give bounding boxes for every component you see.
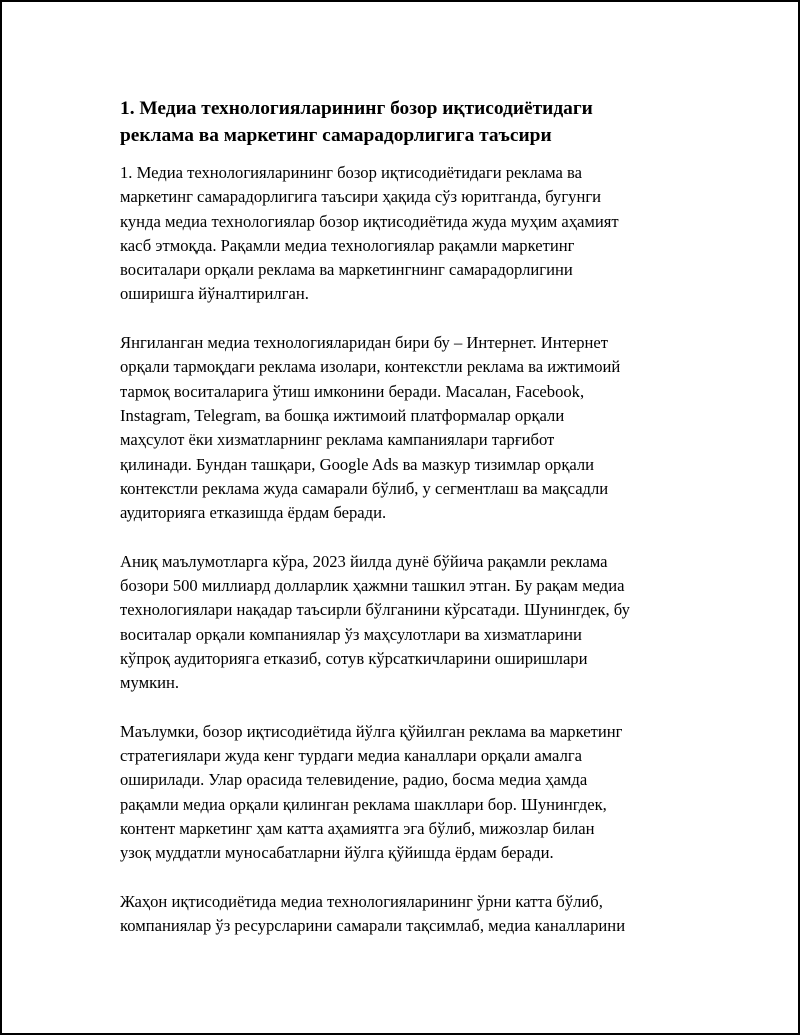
text-line: технологиялари нақадар таъсирли бўлганини кўрсатади. Шунингдек, бу xyxy=(120,600,630,620)
text-line: тармоқ воситаларига ўтиш имконини беради. Масалан, Facebook, xyxy=(120,381,585,401)
text-line: Аниқ маълумотларга кўра, 2023 йилда дунё бўйича рақамли реклама xyxy=(120,551,608,571)
text-line: аудиторияга етказишда ёрдам беради. xyxy=(120,503,387,523)
paragraph-3 xyxy=(120,550,710,696)
text-line: Instagram, Telegram, ва бошқа ижтимоий платформалар орқали xyxy=(120,405,565,425)
text-line: орқали тармоқдаги реклама изолари, контекстли реклама ва ижтимоий xyxy=(120,357,621,377)
text-line: компаниялар ўз ресурсларини самарали тақсимлаб, медиа каналларини xyxy=(120,916,626,936)
text-line: воситалари орқали реклама ва маркетингнинг самарадорлигини xyxy=(120,260,573,280)
text-line: кунда медиа технологиялар бозор иқтисодиётида жуда муҳим аҳамият xyxy=(120,211,619,231)
document-title-line: 1. Медиа технологияларининг бозор иқтисодиётидаги xyxy=(120,98,593,119)
document-title-line: реклама ва маркетинг самарадорлигига таъсири xyxy=(120,124,552,146)
text-line: стратегиялари жуда кенг турдаги медиа каналлари орқали амалга xyxy=(120,746,583,766)
text-line: контент маркетинг ҳам катта аҳамиятга эга бўлиб, мижозлар билан xyxy=(120,819,595,839)
text-line: мумкин. xyxy=(120,673,180,693)
text-line: бозори 500 миллиард долларлик ҳажмни ташкил этган. Бу рақам медиа xyxy=(120,576,625,596)
document-body xyxy=(120,96,710,963)
text-line: воситалар орқали компаниялар ўз маҳсулотлари ва хизматларини xyxy=(120,624,582,644)
text-line: контекстли реклама жуда самарали бўлиб, у сегментлаш ва мақсадли xyxy=(120,478,609,498)
paragraph-2 xyxy=(120,331,710,525)
text-line: Янгиланган медиа технологияларидан бири бу – Интернет. Интернет xyxy=(120,333,608,353)
paragraph-5 xyxy=(120,890,710,939)
text-line: Маълумки, бозор иқтисодиётида йўлга қўйилган реклама ва маркетинг xyxy=(120,721,623,741)
paragraph-1 xyxy=(120,161,710,307)
text-line: узоқ муддатли муносабатларни йўлга қўйишда ёрдам беради. xyxy=(120,843,554,863)
text-line: оширишга йўналтирилган. xyxy=(120,284,309,304)
text-line: 1. Медиа технологияларининг бозор иқтисодиётидаги реклама ва xyxy=(120,163,582,182)
text-line: маҳсулот ёки хизматларнинг реклама кампаниялари тарғибот xyxy=(120,430,555,450)
text-line: маркетинг самарадорлигига таъсири ҳақида сўз юритганда, бугунги xyxy=(120,187,602,207)
text-line: Жаҳон иқтисодиётида медиа технологияларининг ўрни катта бўлиб, xyxy=(120,891,603,911)
text-line: оширилади. Улар орасида телевидение, радио, босма медиа ҳамда xyxy=(120,770,588,790)
text-line: кўпроқ аудиторияга етказиб, сотув кўрсаткичларини оширишлари xyxy=(120,648,588,668)
text-line: рақамли медиа орқали қилинган реклама шакллари бор. Шунингдек, xyxy=(120,794,607,814)
document-title xyxy=(120,96,710,149)
text-line: касб этмоқда. Рақамли медиа технологиялар рақамли маркетинг xyxy=(120,235,575,255)
text-line: қилинади. Бундан ташқари, Google Ads ва мазкур тизимлар орқали xyxy=(120,454,595,474)
paragraph-4 xyxy=(120,720,710,866)
